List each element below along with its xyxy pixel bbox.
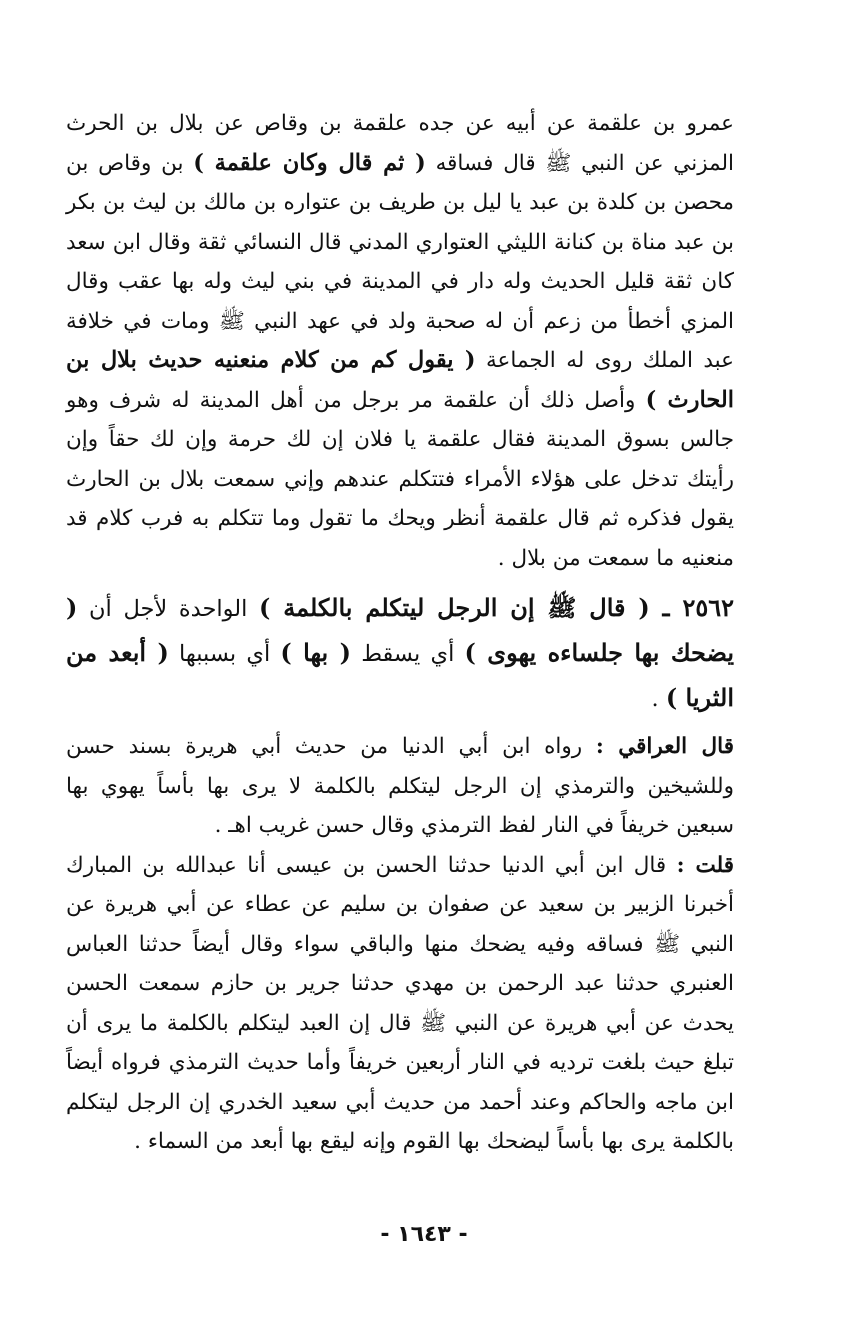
page-body (66, 104, 734, 1162)
hadith-number-and-text: ٢٥٦٢ ـ ( قال ﷺ إن الرجل ليتكلم بالكلمة ) (259, 593, 734, 622)
paragraph-text: أي يسقط (361, 641, 455, 667)
iraqi-paragraph (66, 727, 734, 846)
quoted-phrase: ( بها ) (280, 638, 351, 667)
quoted-phrase: ( ثم قال وكان علقمة ) (193, 149, 426, 176)
paragraph-text: بن وقاص بن محصن بن كلدة بن عبد يا ليل بن طريف بن عتواره بن مالك بن ليث بن بكر بن عبد مناة بن كنانة الليثي العتواري المدني قال النسائي ثقة وقال ابن سعد كان ثقة قليل الحديث وله دار في المدينة في بني ليث وله بها عقب وقال المزي أخطأ من زعم أن له صحبة ولد في عهد النبي ﷺ ومات في خلافة عبد الملك روى له الجماعة (66, 150, 735, 373)
paragraph-text: قال ابن أبي الدنيا حدثنا الحسن بن عيسى أنا عبدالله بن المبارك أخبرنا الزبير بن سعيد عن صفوان بن سليم عن عطاء عن أبي هريرة عن النبي ﷺ فساقه وفيه يضحك منها والباقي سواء وقال أيضاً حدثنا العباس العنبري حدثنا عبد الرحمن بن مهدي حدثنا جرير بن حازم سمعت الحسن يحدث عن أبي هريرة عن النبي ﷺ قال إن العبد ليتكلم بالكلمة ما يرى أن تبلغ حيث بلغت ترديه في النار أربعين خريفاً وأما حديث الترمذي فرواه أيضاً ابن ماجه والحاكم وعند أحمد من حديث أبي سعيد الخدري إن الرجل ليتكلم بالكلمة يرى بها بأساً ليضحك بها القوم وإنه ليقع بها أبعد من السماء . (66, 852, 734, 1154)
qult-label: قلت : (676, 852, 734, 878)
paragraph-text: . (651, 686, 659, 712)
paragraph-text: الواحدة لأجل أن (89, 596, 248, 622)
paragraph-text: عمرو بن علقمة عن أبيه عن جده علقمة بن وقاص عن بلال بن الحرث المزني عن النبي ﷺ قال فساقه (66, 111, 735, 176)
paragraph-text: أي بسببها (179, 641, 271, 667)
iraqi-label: قال العراقي : (595, 734, 734, 759)
hadith-paragraph (66, 586, 734, 721)
paragraph-text: وأصل ذلك أن علقمة مر برجل من أهل المدينة له شرف وهو جالس بسوق المدينة فقال علقمة يا فلان إن لك حرمة وإن لك حقاً وإن رأيتك تدخل على هؤلاء الأمراء فتتكلم عندهم وإني سمعت بلال بن الحارث يقول فذكره ثم قال علقمة أنظر ويحك ما تقول وما تتكلم به فرب كلام قد منعنيه ما سمعت من بلال . (66, 387, 734, 571)
commentary-paragraph (66, 104, 734, 578)
quoted-phrase: ( أبعد من الثريا ) (66, 638, 734, 712)
quoted-phrase: ( يقول كم من كلام منعنيه حديث بلال بن الحارث ) (66, 347, 734, 413)
quoted-phrase: ( يضحك بها جلساءه يهوى ) (66, 593, 735, 667)
page-number: - ١٦٤٣ - (380, 1222, 468, 1247)
paragraph-text: رواه ابن أبي الدنيا من حديث أبي هريرة بسند حسن وللشيخين والترمذي إن الرجل ليتكلم بالكلمة لا يرى بها بأساً يهوي بها سبعين خريفاً في النار لفظ الترمذي وقال حسن غريب اهـ . (66, 734, 734, 838)
qult-paragraph (66, 846, 734, 1162)
